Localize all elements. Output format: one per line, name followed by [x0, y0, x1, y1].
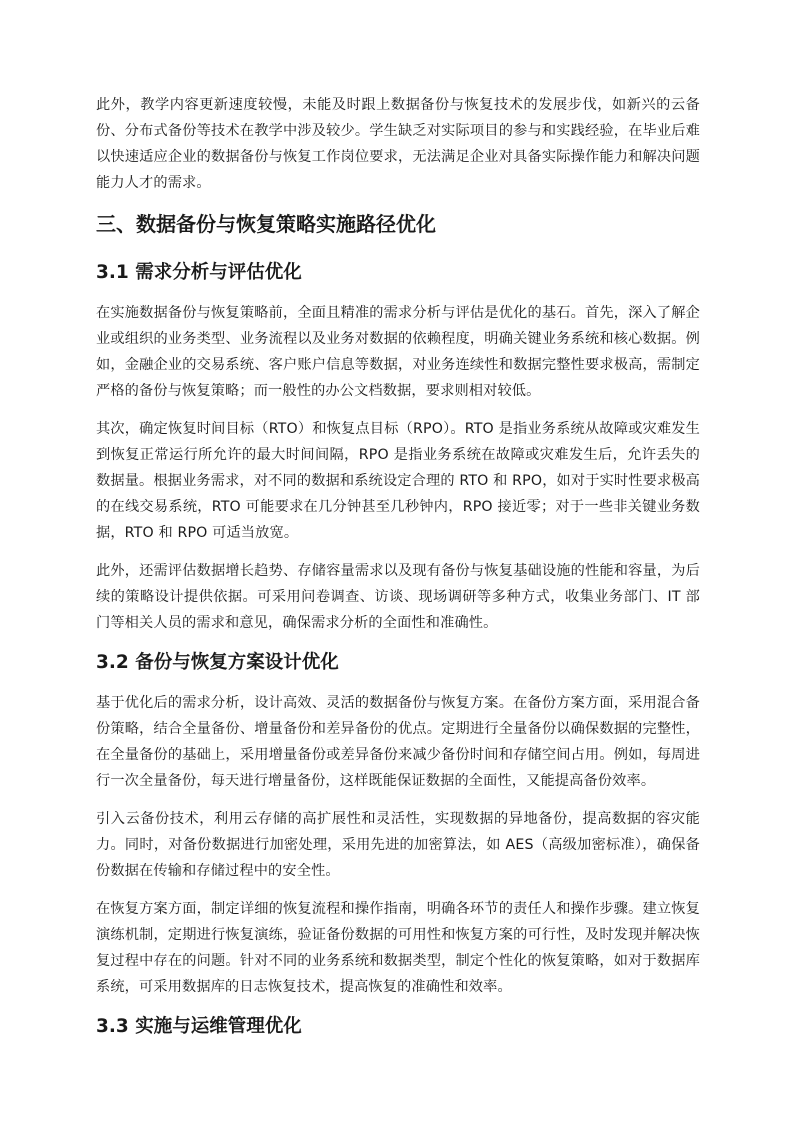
- intro-paragraph: 此外，教学内容更新速度较慢，未能及时跟上数据备份与恢复技术的发展步伐，如新兴的云备份、分布式备份等技术在教学中涉及较少。学生缺乏对实际项目的参与和实践经验，在毕业后难以快速适应企业的数据备份与恢复工作岗位要求，无法满足企业对具备实际操作能力和解决问题能力人才的需求。: [96, 97, 700, 191]
- paragraph-3-2-3: 在恢复方案方面，制定详细的恢复流程和操作指南，明确各环节的责任人和操作步骤。建立恢复演练机制，定期进行恢复演练，验证备份数据的可用性和恢复方案的可行性，及时发现并解决恢复过程中存在的问题。针对不同的业务系统和数据类型，制定个性化的恢复策略，如对于数据库系统，可采用数据库的日志恢复技术，提高恢复的准确性和效率。: [96, 901, 700, 995]
- paragraph-3-2-2: 引入云备份技术，利用云存储的高扩展性和灵活性，实现数据的异地备份，提高数据的容灾能力。同时，对备份数据进行加密处理，采用先进的加密算法，如 AES（高级加密标准），确保备份数据在传输和存储过程中的安全性。: [96, 811, 700, 879]
- document-page: [96, 92, 700, 1054]
- paragraph-3-1-3: 此外，还需评估数据增长趋势、存储容量需求以及现有备份与恢复基础设施的性能和容量，为后续的策略设计提供依据。可采用问卷调查、访谈、现场调研等多种方式，收集业务部门、IT 部门等相关人员的需求和意见，确保需求分析的全面性和准确性。: [96, 563, 700, 631]
- paragraph-3-1-1: 在实施数据备份与恢复策略前，全面且精准的需求分析与评估是优化的基石。首先，深入了解企业或组织的业务类型、业务流程以及业务对数据的依赖程度，明确关键业务系统和核心数据。例如，金融企业的交易系统、客户账户信息等数据，对业务连续性和数据完整性要求极高，需制定严格的备份与恢复策略；而一般性的办公文档数据，要求则相对较低。: [96, 305, 700, 399]
- section-heading: 三、数据备份与恢复策略实施路径优化: [96, 212, 436, 236]
- subsection-heading-3-1: 3.1 需求分析与评估优化: [96, 262, 302, 283]
- subsection-heading-3-3: 3.3 实施与运维管理优化: [96, 1016, 302, 1037]
- subsection-heading-3-2: 3.2 备份与恢复方案设计优化: [96, 652, 339, 673]
- paragraph-3-2-1: 基于优化后的需求分析，设计高效、灵活的数据备份与恢复方案。在备份方案方面，采用混合备份策略，结合全量备份、增量备份和差异备份的优点。定期进行全量备份以确保数据的完整性，在全量备份的基础上，采用增量备份或差异备份来减少备份时间和存储空间占用。例如，每周进行一次全量备份，每天进行增量备份，这样既能保证数据的全面性，又能提高备份效率。: [96, 695, 700, 789]
- paragraph-3-1-2: 其次，确定恢复时间目标（RTO）和恢复点目标（RPO）。RTO 是指业务系统从故障或灾难发生到恢复正常运行所允许的最大时间间隔，RPO 是指业务系统在故障或灾难发生后，允许丢失的数据量。根据业务需求，对不同的数据和系统设定合理的 RTO 和 RPO，如对于实时性要求极高的在线交易系统，RTO 可能要求在几分钟甚至几秒钟内，RPO 接近零；对于一些非关键业务数据，RTO 和 RPO 可适当放宽。: [96, 421, 700, 541]
